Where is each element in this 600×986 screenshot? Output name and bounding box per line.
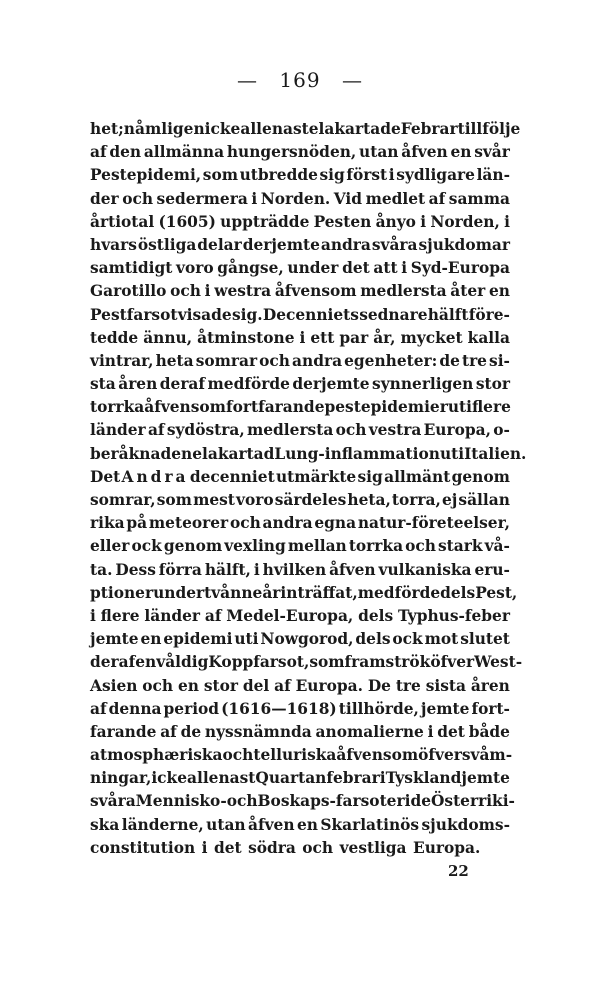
word: Andra — [121, 467, 189, 486]
word: ptioner — [90, 583, 154, 602]
word: Koppfarsot, — [208, 653, 310, 672]
word: Garotillo — [90, 282, 167, 301]
word: af — [274, 676, 291, 695]
word: nyssnämnda — [204, 722, 312, 741]
text-line — [90, 698, 510, 721]
word: på — [126, 514, 148, 533]
word: fortfarande — [225, 398, 325, 417]
word: en — [450, 143, 472, 162]
word: Nowgorod, — [260, 630, 354, 649]
word: länderne, — [121, 815, 204, 834]
word: kalla — [467, 328, 510, 347]
word: sydöstra, — [166, 421, 245, 440]
word: vå- — [484, 537, 510, 556]
text-line — [90, 396, 510, 419]
word: ett — [310, 328, 335, 347]
word: ock — [392, 630, 423, 649]
word: egenheter: — [344, 351, 438, 370]
word: utbredde — [239, 166, 318, 185]
word: åfvensom — [274, 282, 357, 301]
word: Tyskland — [385, 769, 462, 788]
word: elakartad — [192, 444, 275, 463]
word: af — [160, 722, 177, 741]
word: utmärkte — [275, 467, 357, 486]
word: dels — [358, 606, 394, 625]
body-text — [90, 118, 527, 860]
word: sista — [425, 676, 466, 695]
word: de — [180, 722, 202, 741]
text-line — [90, 419, 510, 442]
word: jemte — [90, 630, 139, 649]
word: åfven — [329, 560, 376, 579]
word: stor — [203, 676, 238, 695]
word: elakartade — [308, 120, 401, 138]
word: öfversvåm- — [418, 746, 513, 765]
word: svåra — [90, 792, 136, 811]
word: torrka — [90, 398, 145, 417]
word: Pestepidemi, — [90, 166, 202, 185]
word: först — [346, 166, 388, 185]
word: hungersnöden, — [226, 143, 357, 162]
word: atmosphæriska — [90, 746, 223, 765]
word: hälft — [427, 305, 469, 324]
word: inträffat, — [280, 583, 358, 602]
word: nåmligen — [123, 120, 205, 138]
text-line — [90, 304, 510, 327]
word: Österriki- — [431, 792, 515, 811]
word: fort- — [471, 699, 510, 718]
word: stark — [438, 537, 483, 556]
word: år — [262, 583, 281, 602]
word: sällan — [458, 491, 510, 509]
word: samma — [448, 189, 510, 208]
word: beråknad — [90, 444, 172, 463]
page-header — [0, 68, 600, 92]
word: voro — [176, 259, 214, 278]
word: ningar, — [90, 769, 152, 788]
word: af — [90, 699, 107, 718]
word: West- — [474, 653, 523, 672]
text-line — [90, 211, 510, 234]
text-line — [90, 767, 510, 790]
word: tillhörde, — [338, 699, 419, 718]
text-line — [90, 188, 510, 211]
word: Norden, — [430, 212, 500, 231]
word: genom — [163, 537, 223, 556]
word: i — [90, 606, 96, 625]
word: åfvensom — [144, 398, 226, 417]
word: länder — [144, 606, 201, 625]
word: jemte — [420, 699, 470, 718]
word: derjemte — [292, 375, 370, 394]
word: mycket — [400, 328, 463, 347]
word: länder — [90, 421, 146, 440]
word: medförde — [357, 583, 441, 602]
text-line — [90, 559, 510, 582]
word: tre — [395, 676, 421, 695]
word: i — [379, 769, 386, 788]
word: före- — [468, 305, 510, 324]
word: den — [109, 143, 142, 162]
word: flere — [471, 398, 511, 417]
word: del — [242, 676, 270, 695]
word: derjemte — [242, 235, 320, 254]
word: decenniet — [189, 467, 275, 486]
word: uti — [439, 444, 465, 463]
word: de — [439, 351, 460, 370]
text-line — [90, 535, 510, 558]
word: och — [302, 838, 334, 857]
word: uppträdde — [220, 212, 310, 231]
word: län- — [476, 166, 510, 185]
text-line — [90, 327, 510, 350]
word: som — [309, 653, 345, 672]
word: sig. — [231, 305, 263, 324]
word: sig — [319, 166, 345, 185]
word: medlet — [365, 189, 426, 208]
text-line — [90, 466, 510, 489]
text-line — [90, 489, 510, 512]
word: svår — [474, 143, 510, 162]
word: si- — [489, 351, 510, 370]
word: af — [428, 189, 446, 208]
word: svåra — [371, 235, 418, 254]
word: öfver — [430, 653, 475, 672]
word: slutet — [460, 630, 510, 649]
text-line — [90, 443, 527, 466]
word: och — [170, 282, 201, 301]
word: under — [287, 259, 339, 278]
text-line — [90, 837, 510, 860]
word: i — [420, 212, 427, 231]
word: och — [259, 351, 290, 370]
word: genom — [451, 467, 510, 486]
word: Italien. — [464, 444, 527, 463]
word: par — [339, 328, 369, 347]
word: medförde — [207, 375, 290, 394]
word: natur-företeelser, — [357, 514, 510, 533]
word: ej — [441, 491, 458, 509]
word: allenast — [187, 769, 256, 788]
word: vexling — [224, 537, 286, 556]
word: följe — [482, 120, 521, 138]
word: visade — [177, 305, 232, 324]
word: åfven — [248, 815, 295, 834]
word: en — [296, 815, 318, 834]
word: i — [427, 722, 434, 741]
word: det — [213, 838, 242, 857]
word: det — [342, 259, 370, 278]
word: medlersta — [246, 421, 334, 440]
word: de — [410, 792, 431, 811]
word: tre — [461, 351, 487, 370]
word: i — [504, 212, 510, 231]
word: Mennisko- — [135, 792, 227, 811]
word: våldig — [156, 653, 209, 672]
word: rika — [90, 514, 125, 533]
word: pestepidemier — [324, 398, 448, 417]
word: en — [177, 676, 199, 695]
word: Europa. — [295, 676, 363, 695]
word: tvånne — [204, 583, 263, 602]
text-line — [90, 628, 510, 651]
text-line — [90, 373, 510, 396]
word: stor — [475, 375, 510, 394]
word: egna — [314, 514, 357, 533]
word: Lung-inflammation — [274, 444, 440, 463]
word: allmänna — [143, 143, 225, 162]
word: framströk — [344, 653, 431, 672]
word: utan — [206, 815, 246, 834]
word: gångse, — [217, 259, 284, 278]
word: torra, — [391, 491, 441, 509]
text-line — [90, 675, 510, 698]
word: och — [142, 676, 174, 695]
word: af — [90, 143, 107, 162]
word: åtminstone — [197, 328, 295, 347]
text-line — [90, 164, 510, 187]
word: (1616—1618) — [221, 699, 337, 718]
word: vestra — [368, 421, 422, 440]
word: o- — [493, 421, 510, 440]
word: åren — [118, 375, 158, 394]
word: Dess — [115, 560, 156, 579]
word: i — [299, 328, 306, 347]
text-line — [90, 582, 518, 605]
word: heta — [155, 351, 194, 370]
word: eru- — [474, 560, 510, 579]
text-line — [90, 118, 521, 141]
word: vestliga — [339, 838, 407, 857]
word: Pesten — [313, 212, 372, 231]
word: icke — [151, 769, 187, 788]
word: Boskaps-farsoter — [257, 792, 405, 811]
text-line — [90, 605, 510, 628]
word: uti — [234, 630, 259, 649]
word: torrka — [348, 537, 404, 556]
word: som — [156, 491, 192, 509]
word: en — [488, 282, 510, 301]
word: Vid — [333, 189, 363, 208]
word: Quartanfebrar — [255, 769, 380, 788]
word: och — [122, 189, 154, 208]
word: ska — [90, 815, 120, 834]
word: årtiotal — [90, 212, 155, 231]
word: i — [253, 560, 260, 579]
word: dels — [355, 630, 391, 649]
word: flere — [100, 606, 140, 625]
word: Norden. — [260, 189, 331, 208]
word: åfvensom — [336, 746, 419, 765]
word: icke — [204, 120, 241, 138]
text-line — [90, 721, 510, 744]
word: ock — [131, 537, 162, 556]
word: Typhus-feber — [397, 606, 510, 625]
word: det — [437, 722, 465, 741]
word: vintrar, — [90, 351, 154, 370]
word: somrar, — [90, 491, 156, 509]
word: Asien — [90, 676, 138, 695]
word: epidemi — [163, 630, 233, 649]
word: der — [90, 189, 119, 208]
text-line — [90, 744, 513, 767]
word: åfven — [401, 143, 448, 162]
word: telluriska — [253, 746, 337, 765]
word: mellan — [287, 537, 347, 556]
word: constitution — [90, 838, 196, 857]
text-line — [90, 141, 510, 164]
word: ännu, — [143, 328, 193, 347]
word: i — [251, 189, 258, 208]
word: särdeles — [274, 491, 347, 509]
word: voro — [236, 491, 274, 509]
word: af — [204, 606, 222, 625]
word: deraf — [90, 653, 136, 672]
word: en — [140, 630, 162, 649]
word: i — [404, 792, 411, 811]
word: Syd-Europa — [410, 259, 510, 278]
word: uti — [447, 398, 472, 417]
word: och — [222, 746, 254, 765]
word: och — [226, 792, 258, 811]
word: denna — [108, 699, 162, 718]
word: eller — [90, 537, 130, 556]
text-line — [90, 257, 510, 280]
word: Medel-Europa, — [226, 606, 354, 625]
word: södra — [248, 838, 296, 857]
word: medlersta — [360, 282, 447, 301]
word: sjukdoms- — [421, 815, 510, 834]
word: och — [335, 421, 367, 440]
word: i — [204, 282, 211, 301]
word: i — [401, 259, 408, 278]
word: dels — [440, 583, 476, 602]
word: Febrar — [400, 120, 458, 138]
word: andra — [320, 235, 371, 254]
word: farande — [90, 722, 157, 741]
text-line — [90, 350, 510, 373]
word: allmänt — [384, 467, 451, 486]
word: hvars — [90, 235, 137, 254]
word: somrar — [195, 351, 258, 370]
word: jemte — [461, 769, 510, 788]
word: som — [202, 166, 238, 185]
printer-signature-mark: 22 — [448, 862, 469, 880]
word: sig — [357, 467, 383, 486]
header-dash-right: — — [341, 68, 363, 92]
word: sedermera — [156, 189, 248, 208]
word: De — [367, 676, 391, 695]
word: tedde — [90, 328, 139, 347]
word: ånyo — [375, 212, 416, 231]
word: utan — [359, 143, 399, 162]
word: sta — [90, 375, 116, 394]
text-line — [90, 790, 515, 813]
word: åter — [450, 282, 486, 301]
text-line — [90, 512, 510, 535]
word: östliga — [137, 235, 197, 254]
word: allenast — [240, 120, 309, 138]
word: sydligare — [396, 166, 475, 185]
word: år, — [373, 328, 396, 347]
header-dash-left: — — [237, 68, 259, 92]
word: Pestfarsot — [90, 305, 178, 324]
text-line — [90, 234, 510, 257]
word: under — [153, 583, 205, 602]
word: af — [147, 421, 165, 440]
word: i — [388, 166, 395, 185]
text-line — [90, 814, 510, 837]
word: period — [163, 699, 220, 718]
word: deraf — [159, 375, 206, 394]
word: förra — [158, 560, 202, 579]
word: delar — [197, 235, 242, 254]
word: och — [229, 514, 261, 533]
word: hälft, — [204, 560, 251, 579]
word: mot — [424, 630, 459, 649]
word: samtidigt — [90, 259, 173, 278]
word: anomalierne — [315, 722, 424, 741]
word: Pest, — [475, 583, 518, 602]
word: att — [373, 259, 398, 278]
word: hvilken — [262, 560, 327, 579]
word: en — [135, 653, 157, 672]
word: i — [201, 838, 208, 857]
word: westra — [214, 282, 272, 301]
word: Det — [90, 467, 121, 486]
word: Decenniets — [262, 305, 359, 324]
page-number: 169 — [279, 68, 321, 92]
word: ta. — [90, 560, 113, 579]
word: vulkaniska — [378, 560, 472, 579]
word: till — [457, 120, 483, 138]
word: heta, — [347, 491, 391, 509]
word: Europa. — [412, 838, 481, 857]
word: andra — [292, 351, 343, 370]
word: Skarlatinös — [320, 815, 420, 834]
word: synnerligen — [372, 375, 474, 394]
word: sjukdomar — [418, 235, 510, 254]
word: sednare — [359, 305, 428, 324]
word: och — [405, 537, 436, 556]
word: meteorer — [148, 514, 229, 533]
word: mest — [193, 491, 235, 509]
word: både — [468, 722, 510, 741]
word: andra — [262, 514, 313, 533]
text-line — [90, 280, 510, 303]
word: (1605) — [158, 212, 216, 231]
word: Europa, — [423, 421, 491, 440]
word: en — [171, 444, 193, 463]
word: het; — [90, 120, 124, 138]
text-line — [90, 651, 523, 674]
word: åren — [470, 676, 510, 695]
